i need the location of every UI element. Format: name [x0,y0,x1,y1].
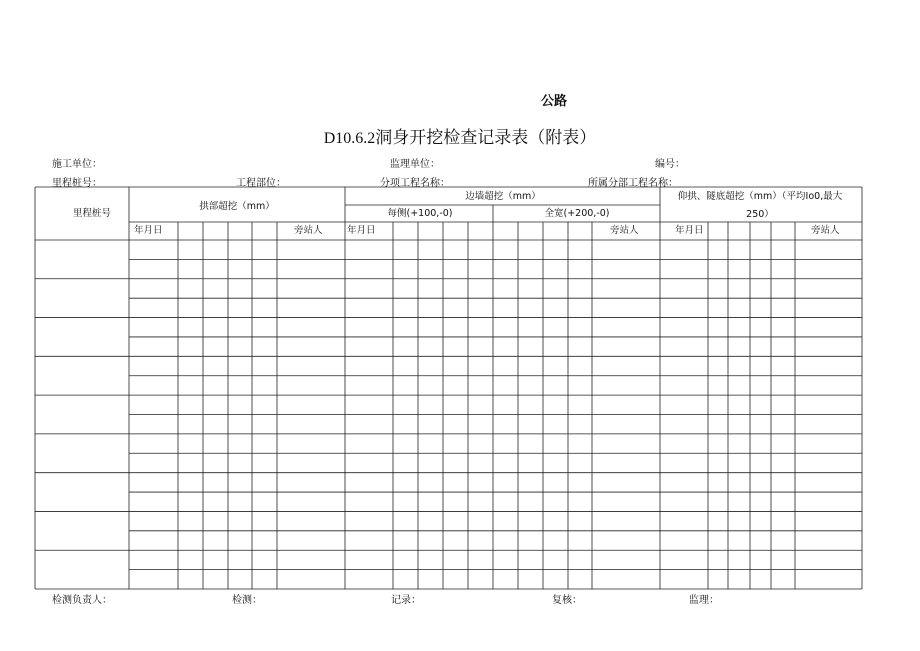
sub-item-field: 分项工程名称： [380,178,450,189]
sidewall-overbreak-header: 边墙超挖（mm） [465,191,541,202]
review-signature-field: 复核： [552,595,582,606]
form-title-text: 洞身开挖检查记录表（附表） [375,128,597,148]
sidewall-date-label: 年月日 [347,225,376,236]
col-station-header: 里程桩号 [72,208,112,219]
invert-overbreak-header: 仰拱、隧底超挖（mm）（平均Io0,最大 [677,191,843,202]
serial-number-field: 编号： [655,159,685,170]
form-code: D10.6.2 [323,130,376,147]
invert-date-label: 年月日 [675,225,704,236]
sidewall-inspector-label: 旁站人 [610,225,639,236]
construction-unit-field: 施工单位： [52,159,102,170]
detect-signature-field: 检测： [232,595,262,606]
arch-overbreak-header: 拱部超挖（mm） [199,201,275,212]
invert-inspector-label: 旁站人 [811,225,840,236]
station-field: 里程桩号： [52,178,102,189]
arch-inspector-label: 旁站人 [294,225,323,236]
full-width-header: 全宽(+200,-0) [544,208,610,219]
arch-date-label: 年月日 [134,225,163,236]
sub-division-field: 所属分部工程名称： [588,178,678,189]
supervise-signature-field: 监理： [689,595,719,606]
each-side-header: 每侧(+100,-0) [387,208,453,219]
record-signature-field: 记录： [391,595,421,606]
supervision-unit-field: 监理单位： [390,159,440,170]
invert-overbreak-header-limit: 250） [746,209,774,220]
category-label: 公路 [541,94,568,109]
project-part-field: 工程部位： [236,178,286,189]
responsible-signature-field: 检测负责人： [52,595,112,606]
